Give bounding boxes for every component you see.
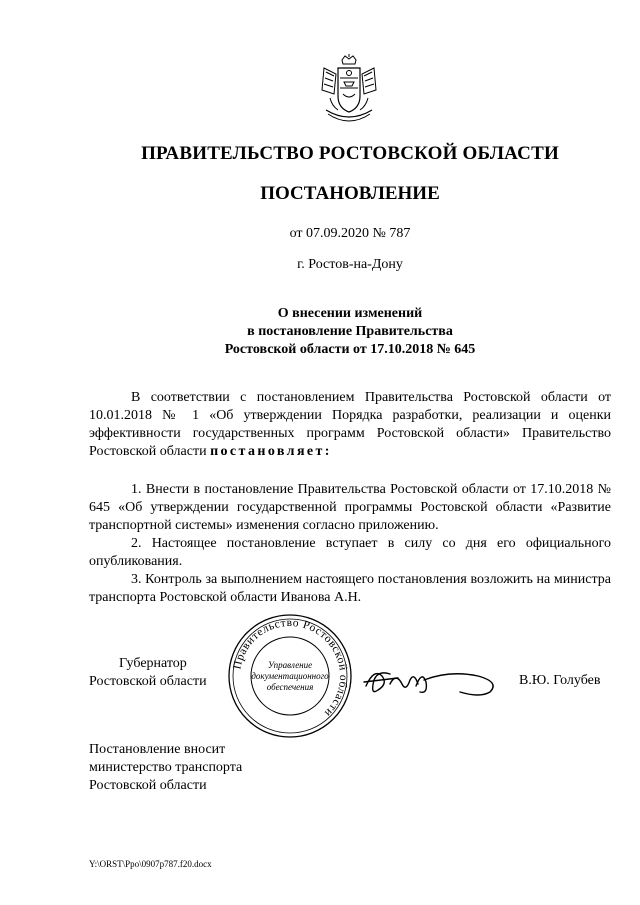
introducer-line: Постановление вносит	[89, 742, 226, 757]
subject-line: в постановление Правительства	[247, 324, 453, 339]
signatory-name: В.Ю. Голубев	[519, 673, 601, 688]
introducer-line: Ростовской области	[89, 778, 207, 793]
document-date-number: от 07.09.2020 № 787	[289, 226, 411, 241]
document-subject	[0, 305, 640, 359]
signatory-position	[89, 655, 207, 691]
introduced-by	[89, 741, 242, 795]
government-title: ПРАВИТЕЛЬСТВО РОСТОВСКОЙ ОБЛАСТИ	[141, 143, 559, 164]
subject-line: О внесении изменений	[277, 306, 423, 321]
decree-items	[89, 481, 611, 607]
decree-item: 2. Настоящее постановление вступает в силу со дня его официального опубликования.	[89, 536, 611, 569]
document-type-title: ПОСТАНОВЛЕНИЕ	[260, 183, 440, 204]
document-city: г. Ростов-на-Дону	[297, 257, 403, 272]
subject-line: Ростовской области от 17.10.2018 № 645	[224, 342, 476, 357]
handwritten-signature-icon	[360, 662, 502, 702]
file-path: Y:\ORST\Ppo\0907p787.f20.docx	[89, 859, 212, 869]
coat-of-arms-icon	[316, 54, 382, 128]
decree-item: 1. Внести в постановление Правительства Ростовской области от 17.10.2018 № 645 «Об утверждении государственной программы Ростовской области «Развитие транспортной системы» изменения согласно приложению.	[89, 482, 611, 533]
stamp-center-line: документационного	[251, 671, 329, 681]
intro-text: В соответствии с постановлением Правительства Ростовской области от 10.01.2018 № 1 «Об утверждении Порядка разработки, реализации и оценки эффективности государственных программ Ростовской области» Правительство Ростовской области	[89, 390, 611, 459]
stamp-center-line: Управление	[267, 660, 313, 670]
intro-paragraph	[89, 389, 611, 461]
introducer-line: министерство транспорта	[89, 760, 243, 775]
position-line: Ростовской области	[89, 674, 207, 689]
position-line: Губернатор	[119, 656, 187, 671]
decree-item: 3. Контроль за выполнением настоящего постановления возложить на министра транспорта Ростовской области Иванова А.Н.	[89, 572, 611, 605]
stamp-ring-text: Правительство Ростовской области	[231, 616, 350, 720]
official-stamp-icon	[226, 612, 354, 740]
decree-word: постановляет:	[210, 444, 332, 459]
stamp-center-line: обеспечения	[266, 682, 314, 692]
